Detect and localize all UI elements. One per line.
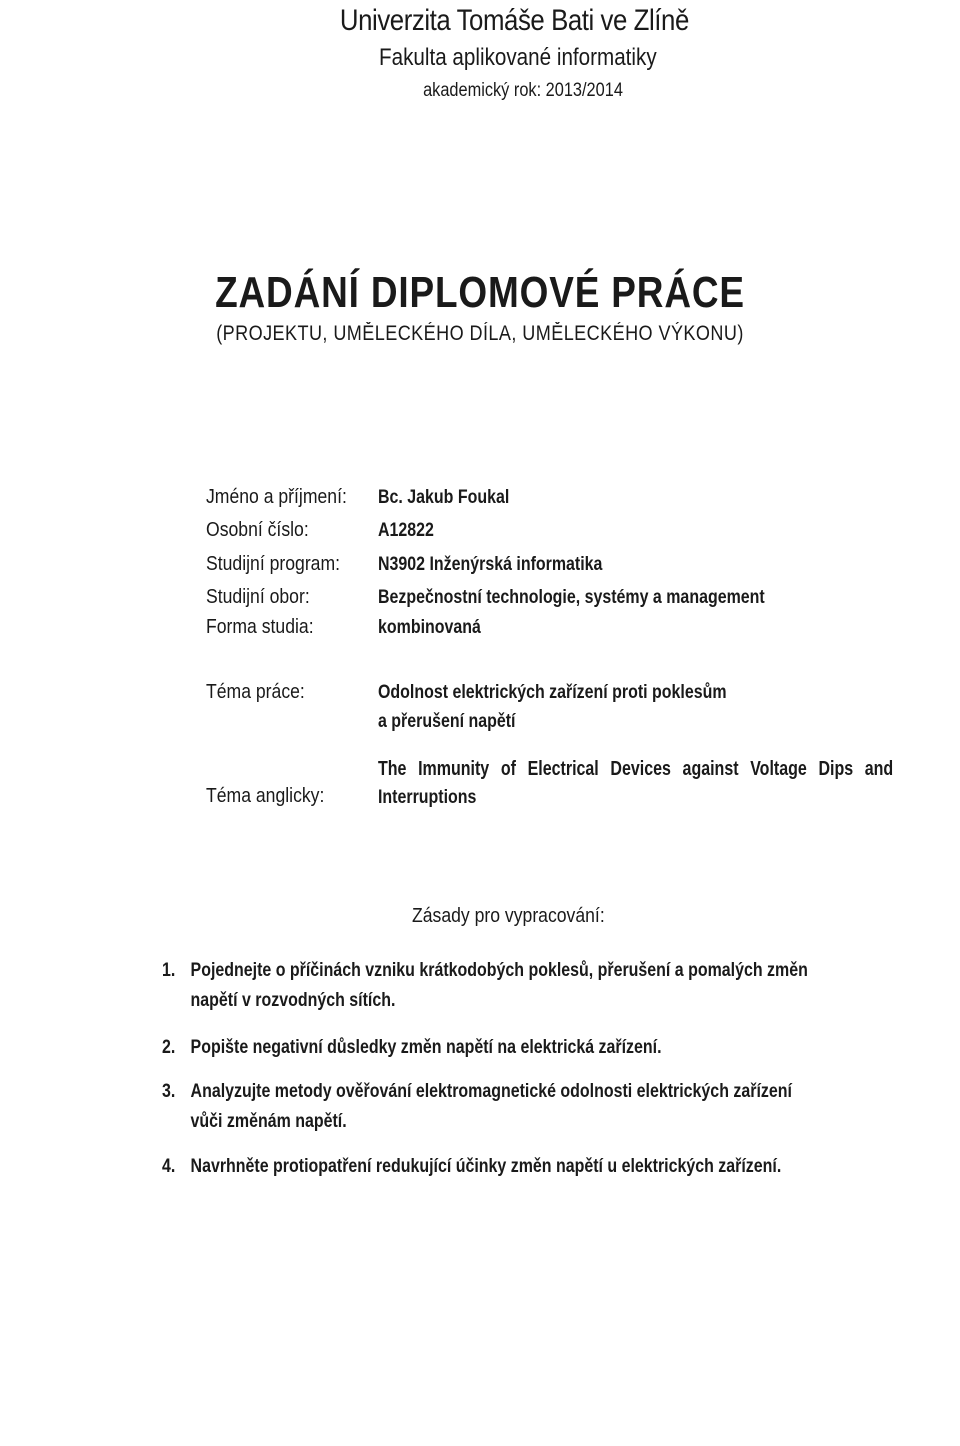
- form-value: kombinovaná: [378, 617, 481, 638]
- topic-en-line2: Interruptions: [378, 787, 477, 808]
- document-title: ZADÁNÍ DIPLOMOVÉ PRÁCE: [215, 268, 745, 317]
- principles-heading: Zásady pro vypracování:: [412, 905, 605, 927]
- document-subtitle: (PROJEKTU, UMĚLECKÉHO DÍLA, UMĚLECKÉHO VÝKONU): [216, 322, 744, 345]
- principle-text: Navrhněte protiopatření redukující účinky změn napětí u elektrických zařízení.: [190, 1156, 782, 1177]
- principle-item: [162, 956, 808, 1016]
- principle-number: 4.: [162, 1156, 176, 1177]
- program-value: N3902 Inženýrská informatika: [378, 554, 603, 575]
- field-value: Bezpečnostní technologie, systémy a management: [378, 587, 765, 608]
- topic-cz-line1: Odolnost elektrických zařízení proti poklesům: [378, 682, 727, 703]
- principle-item: [162, 1033, 662, 1063]
- topic-en-line1: The Immunity of Electrical Devices against Voltage Dips and: [378, 758, 894, 780]
- principle-text-continued: vůči změnám napětí.: [190, 1111, 347, 1132]
- program-label: Studijní program:: [206, 553, 341, 575]
- principle-item: [162, 1152, 781, 1182]
- principle-number: 1.: [162, 960, 176, 981]
- topic-en-label: Téma anglicky:: [206, 785, 325, 807]
- name-value: Bc. Jakub Foukal: [378, 487, 510, 508]
- faculty-name: Fakulta aplikované informatiky: [379, 44, 657, 71]
- principle-item: [162, 1077, 792, 1137]
- field-label: Studijní obor:: [206, 586, 310, 608]
- form-label: Forma studia:: [206, 616, 314, 638]
- principle-number: 3.: [162, 1081, 176, 1102]
- principle-number: 2.: [162, 1037, 176, 1058]
- principle-text-continued: napětí v rozvodných sítích.: [190, 990, 396, 1011]
- principle-text: Popište negativní důsledky změn napětí na elektrická zařízení.: [190, 1037, 662, 1058]
- academic-year: akademický rok: 2013/2014: [423, 80, 623, 101]
- id-value: A12822: [378, 520, 434, 541]
- principle-text: Analyzujte metody ověřování elektromagnetické odolnosti elektrických zařízení: [190, 1081, 792, 1102]
- topic-cz-line2: a přerušení napětí: [378, 711, 516, 732]
- university-name: Univerzita Tomáše Bati ve Zlíně: [339, 4, 689, 37]
- name-label: Jméno a příjmení:: [206, 486, 347, 508]
- principle-text: Pojednejte o příčinách vzniku krátkodobých poklesů, přerušení a pomalých změn: [190, 960, 808, 981]
- id-label: Osobní číslo:: [206, 519, 309, 541]
- topic-cz-label: Téma práce:: [206, 681, 305, 703]
